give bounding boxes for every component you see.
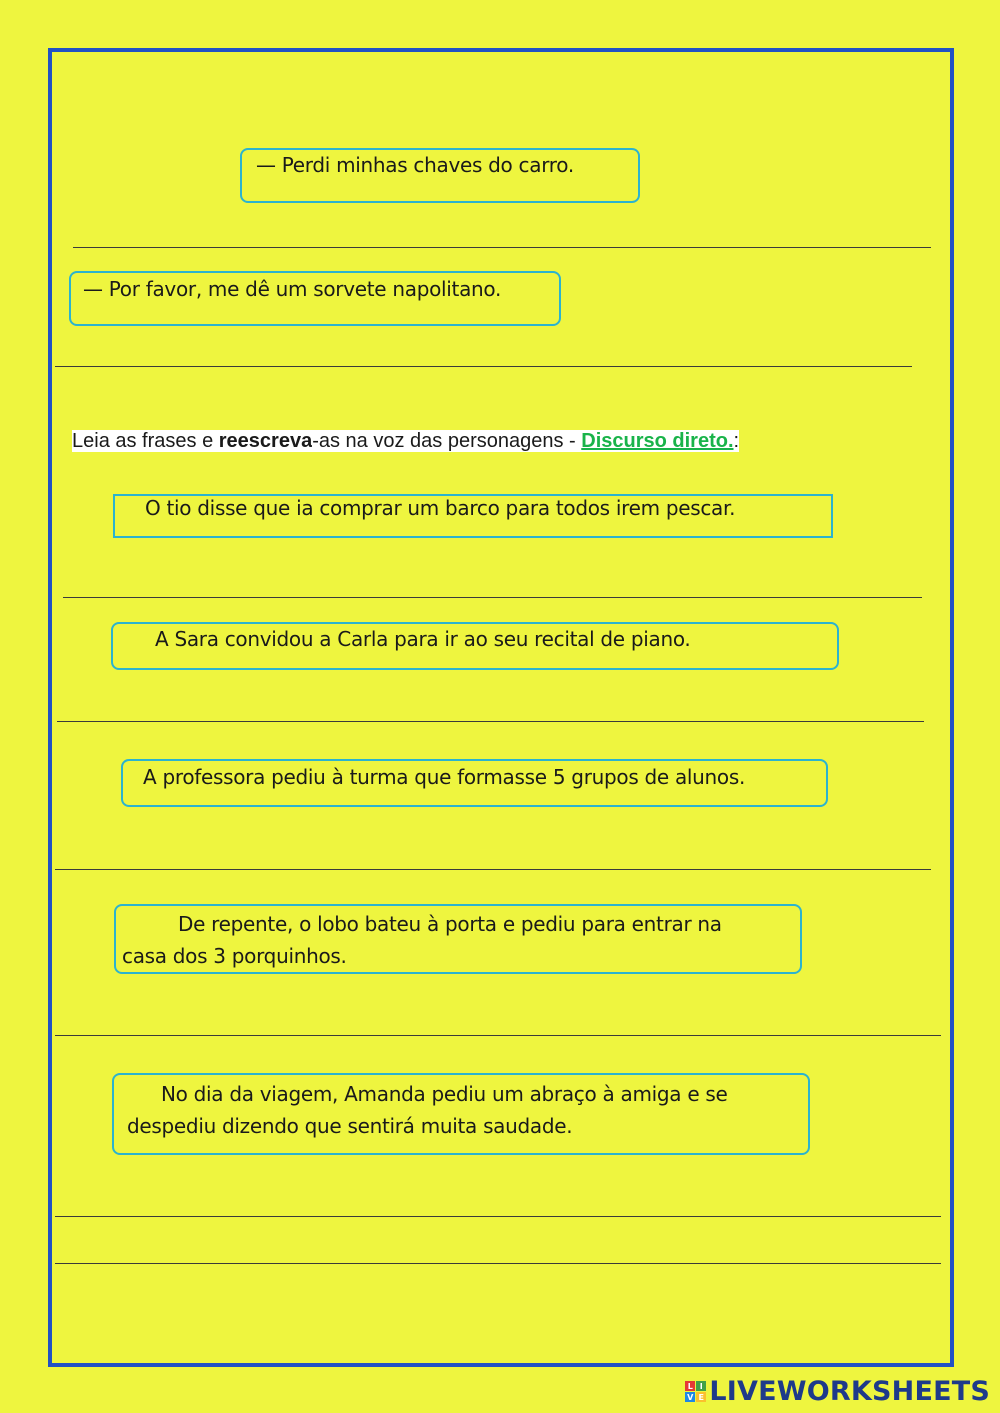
prompt-text-1: — Perdi minhas chaves do carro. bbox=[256, 153, 574, 177]
instruction-text bbox=[72, 430, 739, 453]
instruction-end: : bbox=[733, 430, 740, 452]
sentence-box-3 bbox=[121, 759, 828, 807]
answer-line-5[interactable] bbox=[55, 869, 931, 870]
sentence-text-4-line1: De repente, o lobo bateu à porta e pediu para entrar na bbox=[178, 912, 722, 936]
logo-badge-icon bbox=[685, 1381, 706, 1402]
sentence-text-4-line2: casa dos 3 porquinhos. bbox=[122, 944, 347, 968]
badge-letter-v: V bbox=[687, 1392, 694, 1402]
answer-line-8[interactable] bbox=[55, 1263, 941, 1264]
liveworksheets-logo bbox=[685, 1376, 990, 1407]
prompt-box-2 bbox=[69, 271, 561, 326]
answer-line-6[interactable] bbox=[55, 1035, 941, 1036]
instruction-bold: reescreva bbox=[218, 430, 313, 452]
sentence-text-5-line1: No dia da viagem, Amanda pediu um abraço à amiga e se bbox=[161, 1082, 728, 1106]
sentence-text-5-line2: despediu dizendo que sentirá muita saudade. bbox=[127, 1114, 573, 1138]
instruction-part2: e bbox=[196, 430, 219, 452]
instruction-part3: -as na voz das personagens - bbox=[312, 430, 582, 452]
answer-line-2[interactable] bbox=[55, 366, 912, 367]
sentence-box-5 bbox=[112, 1073, 810, 1155]
sentence-box-4 bbox=[114, 904, 802, 974]
answer-line-1[interactable] bbox=[73, 247, 931, 248]
instruction-highlight: Discurso direto. bbox=[581, 430, 734, 452]
instruction-part1: Leia as frases bbox=[72, 430, 197, 452]
sentence-text-1: O tio disse que ia comprar um barco para todos irem pescar. bbox=[145, 496, 736, 520]
prompt-box-1 bbox=[240, 148, 640, 203]
sentence-text-3: A professora pediu à turma que formasse 5 grupos de alunos. bbox=[143, 765, 746, 789]
sentence-box-2 bbox=[111, 622, 839, 670]
answer-line-7[interactable] bbox=[55, 1216, 941, 1217]
answer-line-3[interactable] bbox=[63, 597, 922, 598]
answer-line-4[interactable] bbox=[57, 721, 924, 722]
prompt-text-2: — Por favor, me dê um sorvete napolitano. bbox=[83, 277, 502, 301]
sentence-text-2: A Sara convidou a Carla para ir ao seu recital de piano. bbox=[155, 627, 691, 651]
badge-letter-l: L bbox=[685, 1381, 695, 1391]
badge-letter-e: E bbox=[696, 1392, 706, 1402]
logo-text: LIVEWORKSHEETS bbox=[709, 1376, 990, 1407]
badge-letter-i: I bbox=[696, 1381, 706, 1391]
page-border bbox=[48, 48, 954, 1367]
sentence-box-1 bbox=[113, 494, 833, 538]
